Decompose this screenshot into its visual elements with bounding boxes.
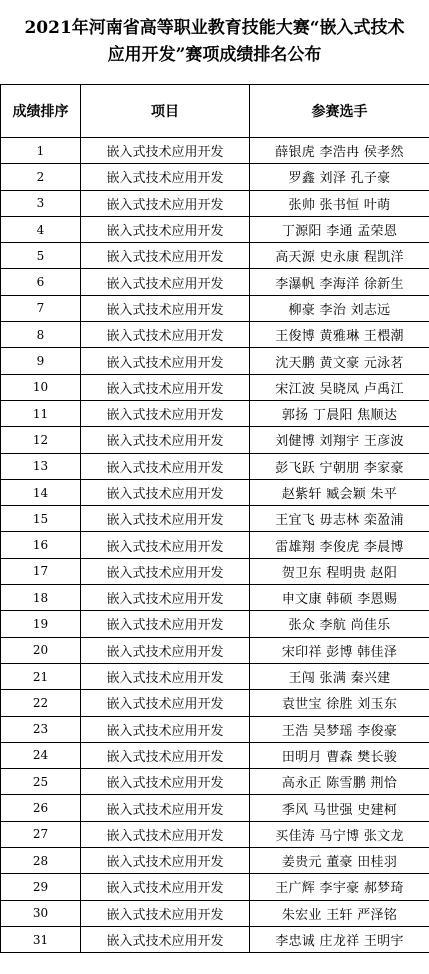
rank-cell: 3 [1,190,81,216]
project-cell: 嵌入式技术应用开发 [81,190,250,216]
players-cell: 李瀑帆 李海洋 徐新生 [250,269,429,295]
players-cell: 王宜飞 毋志林 栾盈浦 [250,506,429,532]
players-cell: 刘健博 刘翔宇 王彦波 [250,427,429,453]
table-row [1,269,429,295]
rank-cell: 31 [1,926,81,952]
table-row [1,848,429,874]
rank-cell: 24 [1,742,81,768]
players-cell: 彭飞跃 宁朝朋 李家豪 [250,453,429,479]
rank-cell: 6 [1,269,81,295]
project-cell: 嵌入式技术应用开发 [81,926,250,952]
rank-cell: 18 [1,585,81,611]
title-line-1: 2021年河南省高等职业教育技能大赛“嵌入式技术 [24,18,405,38]
players-cell: 雷雄翔 李俊虎 李晨博 [250,532,429,558]
table-row [1,558,429,584]
table-row [1,874,429,900]
players-cell: 沈天鹏 黄文豪 元泳茗 [250,348,429,374]
table-row [1,216,429,242]
project-cell: 嵌入式技术应用开发 [81,663,250,689]
rank-cell: 30 [1,900,81,926]
rank-cell: 1 [1,138,81,164]
table-row [1,322,429,348]
project-cell: 嵌入式技术应用开发 [81,769,250,795]
project-cell: 嵌入式技术应用开发 [81,479,250,505]
project-cell: 嵌入式技术应用开发 [81,716,250,742]
project-cell: 嵌入式技术应用开发 [81,742,250,768]
rank-cell: 21 [1,663,81,689]
table-row [1,821,429,847]
players-cell: 李忠诚 庄龙祥 王明宇 [250,926,429,952]
project-cell: 嵌入式技术应用开发 [81,611,250,637]
players-cell: 季风 马世强 史建柯 [250,795,429,821]
table-row [1,479,429,505]
project-cell: 嵌入式技术应用开发 [81,216,250,242]
players-cell: 宋江波 吴晓凤 卢禹江 [250,374,429,400]
rank-cell: 10 [1,374,81,400]
table-row [1,453,429,479]
players-cell: 王俊博 黄雅琳 王椳潮 [250,322,429,348]
table-row [1,585,429,611]
project-cell: 嵌入式技术应用开发 [81,795,250,821]
results-table [0,84,429,953]
players-cell: 柳豪 李治 刘志远 [250,295,429,321]
rank-cell: 26 [1,795,81,821]
table-row [1,611,429,637]
title-line-2: 应用开发”赛项成绩排名公布 [107,45,322,65]
table-row [1,769,429,795]
project-cell: 嵌入式技术应用开发 [81,558,250,584]
rank-cell: 17 [1,558,81,584]
rank-cell: 19 [1,611,81,637]
table-row [1,243,429,269]
players-cell: 张帅 张书恒 叶萌 [250,190,429,216]
table-body [1,138,429,953]
page-title [0,0,429,84]
rank-cell: 15 [1,506,81,532]
table-row [1,190,429,216]
project-cell: 嵌入式技术应用开发 [81,269,250,295]
table-row [1,295,429,321]
rank-cell: 2 [1,164,81,190]
players-cell: 贺卫东 程明贵 赵阳 [250,558,429,584]
players-cell: 丁源阳 李通 孟荣恩 [250,216,429,242]
project-cell: 嵌入式技术应用开发 [81,506,250,532]
project-cell: 嵌入式技术应用开发 [81,427,250,453]
table-row [1,716,429,742]
players-cell: 田明月 曹森 樊长骏 [250,742,429,768]
project-cell: 嵌入式技术应用开发 [81,453,250,479]
header-rank: 成绩排序 [1,85,81,138]
rank-cell: 20 [1,637,81,663]
players-cell: 买佳涛 马宁博 张文龙 [250,821,429,847]
rank-cell: 28 [1,848,81,874]
table-row [1,348,429,374]
players-cell: 王浩 吴梦瑶 李俊豪 [250,716,429,742]
project-cell: 嵌入式技术应用开发 [81,900,250,926]
project-cell: 嵌入式技术应用开发 [81,138,250,164]
rank-cell: 13 [1,453,81,479]
rank-cell: 4 [1,216,81,242]
rank-cell: 5 [1,243,81,269]
rank-cell: 7 [1,295,81,321]
rank-cell: 27 [1,821,81,847]
table-header-row [1,85,429,138]
table-row [1,926,429,952]
players-cell: 罗鑫 刘泽 孔子豪 [250,164,429,190]
table-row [1,532,429,558]
table-row [1,690,429,716]
rank-cell: 29 [1,874,81,900]
project-cell: 嵌入式技术应用开发 [81,848,250,874]
project-cell: 嵌入式技术应用开发 [81,637,250,663]
project-cell: 嵌入式技术应用开发 [81,690,250,716]
table-row [1,637,429,663]
table-row [1,164,429,190]
players-cell: 高天源 史永康 程凯洋 [250,243,429,269]
players-cell: 朱宏业 王轩 严泽铭 [250,900,429,926]
table-row [1,374,429,400]
players-cell: 高永正 陈雪鹏 荆恰 [250,769,429,795]
players-cell: 姜贵元 董豪 田桂羽 [250,848,429,874]
rank-cell: 12 [1,427,81,453]
rank-cell: 23 [1,716,81,742]
project-cell: 嵌入式技术应用开发 [81,348,250,374]
players-cell: 宋印祥 彭博 韩佳泽 [250,637,429,663]
players-cell: 王闯 张满 秦兴建 [250,663,429,689]
project-cell: 嵌入式技术应用开发 [81,243,250,269]
players-cell: 薛银虎 李浩冉 侯孝然 [250,138,429,164]
table-row [1,900,429,926]
project-cell: 嵌入式技术应用开发 [81,374,250,400]
players-cell: 张众 李航 尚佳乐 [250,611,429,637]
rank-cell: 14 [1,479,81,505]
rank-cell: 11 [1,400,81,426]
header-players: 参赛选手 [250,85,429,138]
rank-cell: 22 [1,690,81,716]
table-row [1,663,429,689]
players-cell: 郭扬 丁晨阳 焦顺达 [250,400,429,426]
project-cell: 嵌入式技术应用开发 [81,821,250,847]
project-cell: 嵌入式技术应用开发 [81,585,250,611]
players-cell: 申文康 韩硕 李恩赐 [250,585,429,611]
table-row [1,427,429,453]
players-cell: 袁世宝 徐胜 刘玉东 [250,690,429,716]
project-cell: 嵌入式技术应用开发 [81,874,250,900]
project-cell: 嵌入式技术应用开发 [81,295,250,321]
table-row [1,400,429,426]
table-row [1,795,429,821]
rank-cell: 9 [1,348,81,374]
rank-cell: 8 [1,322,81,348]
rank-cell: 16 [1,532,81,558]
header-project: 项目 [81,85,250,138]
table-row [1,506,429,532]
rank-cell: 25 [1,769,81,795]
project-cell: 嵌入式技术应用开发 [81,322,250,348]
players-cell: 王广辉 李宇豪 郝梦琦 [250,874,429,900]
table-row [1,138,429,164]
table-row [1,742,429,768]
project-cell: 嵌入式技术应用开发 [81,164,250,190]
players-cell: 赵紫轩 臧会颖 朱平 [250,479,429,505]
project-cell: 嵌入式技术应用开发 [81,400,250,426]
project-cell: 嵌入式技术应用开发 [81,532,250,558]
